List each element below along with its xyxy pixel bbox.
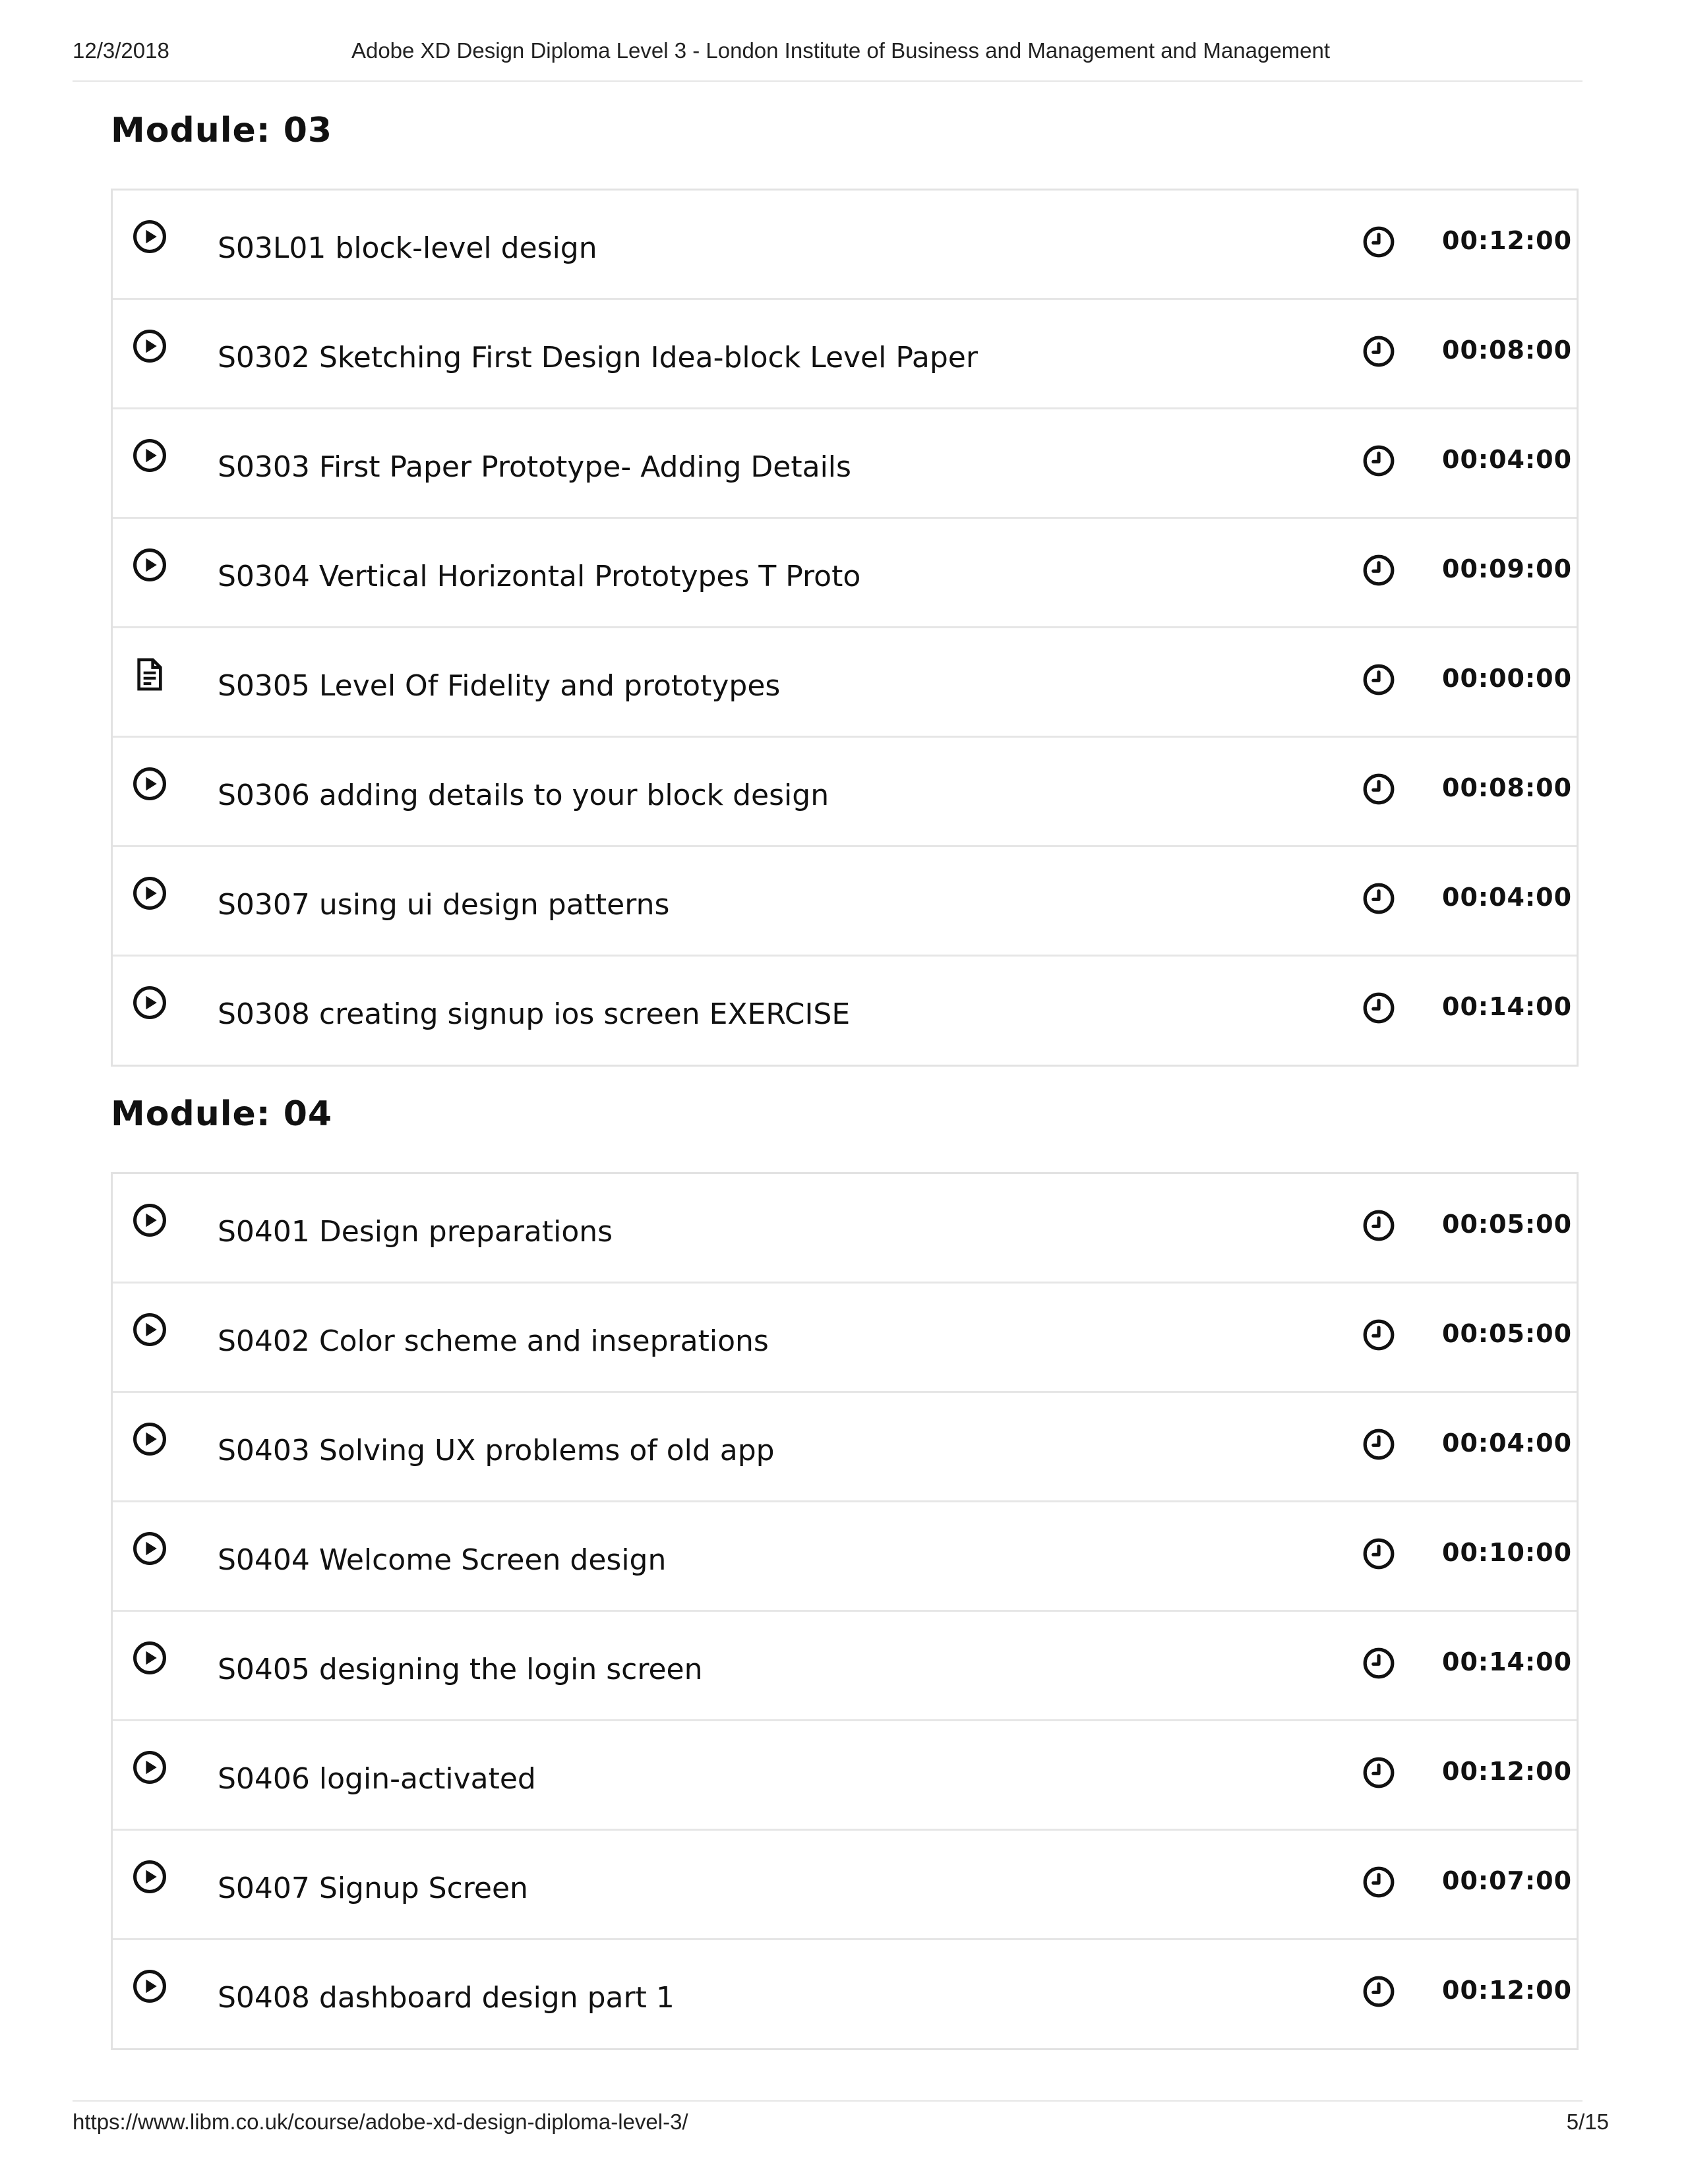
lesson-title[interactable]: S0403 Solving UX problems of old app (218, 1434, 775, 1467)
clock-icon (1362, 1318, 1396, 1352)
lesson-title[interactable]: S03L01 block-level design (218, 231, 597, 265)
module-04-lesson-list (111, 1172, 1579, 2050)
clock-icon (1362, 334, 1396, 369)
lesson-row[interactable] (113, 407, 1577, 517)
lesson-title[interactable]: S0408 dashboard design part 1 (218, 1981, 675, 2015)
lesson-duration: 00:12:00 (1442, 1757, 1573, 1786)
clock-icon (1362, 1208, 1396, 1243)
document-icon (131, 656, 168, 693)
lesson-title[interactable]: S0308 creating signup ios screen EXERCISE (218, 997, 851, 1031)
clock-icon (1362, 663, 1396, 697)
lesson-duration: 00:07:00 (1442, 1866, 1573, 1895)
lesson-row[interactable] (113, 1282, 1577, 1391)
play-circle-icon (131, 1968, 168, 2005)
lesson-duration: 00:08:00 (1442, 773, 1573, 802)
lesson-title[interactable]: S0305 Level Of Fidelity and prototypes (218, 669, 781, 703)
lesson-title[interactable]: S0405 designing the login screen (218, 1653, 703, 1686)
lesson-duration: 00:04:00 (1442, 883, 1573, 912)
lesson-duration: 00:08:00 (1442, 336, 1573, 365)
clock-icon (1362, 1974, 1396, 2009)
play-circle-icon (131, 1749, 168, 1786)
lesson-row[interactable] (113, 1719, 1577, 1829)
lesson-duration: 00:14:00 (1442, 1647, 1573, 1676)
lesson-title[interactable]: S0306 adding details to your block design (218, 779, 829, 812)
module-03-lesson-list (111, 189, 1579, 1067)
lesson-row[interactable] (113, 1500, 1577, 1610)
play-circle-icon (131, 765, 168, 802)
lesson-row[interactable] (113, 736, 1577, 845)
print-footer (73, 2110, 1609, 2142)
lesson-row[interactable] (113, 845, 1577, 955)
lesson-title[interactable]: S0302 Sketching First Design Idea-block Level Paper (218, 341, 978, 374)
clock-icon (1362, 1537, 1396, 1571)
clock-icon (1362, 1756, 1396, 1790)
play-circle-icon (131, 546, 168, 583)
lesson-row[interactable] (113, 298, 1577, 407)
play-circle-icon (131, 1202, 168, 1239)
play-circle-icon (131, 1311, 168, 1348)
play-circle-icon (131, 437, 168, 474)
lesson-duration: 00:12:00 (1442, 1976, 1573, 2005)
page-number: 5/15 (1566, 2110, 1609, 2134)
lesson-duration: 00:00:00 (1442, 664, 1573, 693)
lesson-row[interactable] (113, 517, 1577, 626)
lesson-row[interactable] (113, 1174, 1577, 1282)
lesson-duration: 00:05:00 (1442, 1319, 1573, 1348)
clock-icon (1362, 225, 1396, 259)
clock-icon (1362, 553, 1396, 587)
lesson-row[interactable] (113, 1391, 1577, 1500)
lesson-title[interactable]: S0304 Vertical Horizontal Prototypes T Proto (218, 560, 861, 593)
play-circle-icon (131, 1858, 168, 1895)
header-divider (73, 80, 1582, 82)
print-header (73, 38, 1609, 71)
lesson-title[interactable]: S0407 Signup Screen (218, 1872, 528, 1905)
lesson-row[interactable] (113, 955, 1577, 1064)
page-url: https://www.libm.co.uk/course/adobe-xd-design-diploma-level-3/ (73, 2110, 688, 2134)
lesson-duration: 00:10:00 (1442, 1538, 1573, 1567)
lesson-row[interactable] (113, 1938, 1577, 2048)
lesson-title[interactable]: S0402 Color scheme and inseprations (218, 1324, 769, 1358)
lesson-title[interactable]: S0404 Welcome Screen design (218, 1543, 667, 1577)
play-circle-icon (131, 1530, 168, 1567)
print-page-title: Adobe XD Design Diploma Level 3 - London Institute of Business and Management and Management (351, 38, 1331, 63)
module-heading: Module: 04 (111, 1094, 333, 1134)
play-circle-icon (131, 984, 168, 1021)
clock-icon (1362, 444, 1396, 478)
footer-divider (73, 2100, 1582, 2102)
play-circle-icon (131, 875, 168, 912)
module-heading: Module: 03 (111, 111, 333, 150)
lesson-row[interactable] (113, 626, 1577, 736)
lesson-title[interactable]: S0303 First Paper Prototype- Adding Details (218, 450, 851, 484)
clock-icon (1362, 1427, 1396, 1461)
lesson-duration: 00:05:00 (1442, 1210, 1573, 1239)
clock-icon (1362, 881, 1396, 916)
lesson-title[interactable]: S0406 login-activated (218, 1762, 536, 1796)
lesson-title[interactable]: S0307 using ui design patterns (218, 888, 670, 922)
clock-icon (1362, 1646, 1396, 1680)
clock-icon (1362, 1865, 1396, 1899)
lesson-duration: 00:04:00 (1442, 445, 1573, 474)
play-circle-icon (131, 328, 168, 365)
lesson-title[interactable]: S0401 Design preparations (218, 1215, 613, 1249)
lesson-row[interactable] (113, 1829, 1577, 1938)
lesson-duration: 00:12:00 (1442, 226, 1573, 255)
lesson-row[interactable] (113, 1610, 1577, 1719)
play-circle-icon (131, 1421, 168, 1458)
lesson-row[interactable] (113, 191, 1577, 298)
play-circle-icon (131, 1639, 168, 1676)
clock-icon (1362, 991, 1396, 1025)
lesson-duration: 00:04:00 (1442, 1429, 1573, 1458)
lesson-duration: 00:14:00 (1442, 992, 1573, 1021)
clock-icon (1362, 772, 1396, 806)
lesson-duration: 00:09:00 (1442, 554, 1573, 583)
print-date: 12/3/2018 (73, 38, 169, 63)
play-circle-icon (131, 218, 168, 255)
